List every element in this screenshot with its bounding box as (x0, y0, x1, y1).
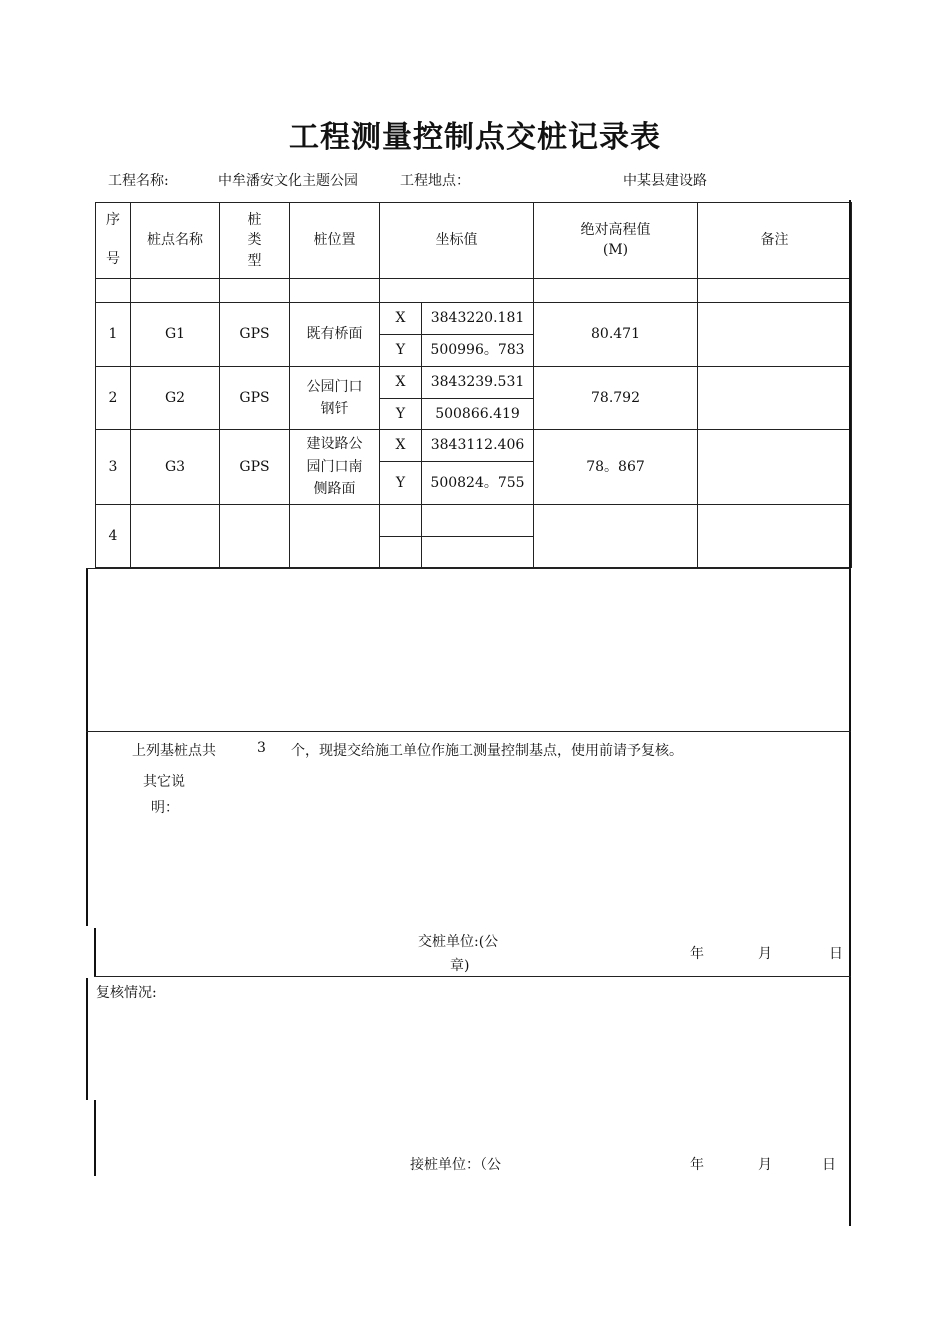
row-y-label: Y (380, 335, 422, 367)
row-x-label: X (380, 303, 422, 335)
row-y-label (380, 537, 422, 568)
divider-line (86, 731, 851, 732)
review-label: 复核情况: (96, 985, 157, 1001)
summary-count: 3 (257, 740, 266, 756)
row-x-value: 3843239.531 (422, 367, 534, 399)
left-border-upper (86, 568, 88, 926)
row-pile-name (131, 505, 220, 568)
row-pile-name: G3 (131, 430, 220, 505)
row-y-value: 500996。783 (422, 335, 534, 367)
other-notes-label: 其它说 (143, 774, 185, 790)
row-elevation: 80.471 (534, 303, 698, 367)
row-remark (698, 367, 852, 430)
row-remark (698, 303, 852, 367)
row-pile-position: 公园门口 钢钎 (290, 367, 380, 430)
other-notes-label-cont: 明： (151, 800, 179, 816)
header-pile-type: 桩 类 型 (220, 203, 290, 279)
table-header-row (96, 203, 852, 279)
handover-day: 日 (829, 946, 843, 962)
project-location-value: 中某县建设路 (623, 173, 707, 189)
header-coordinate: 坐标值 (380, 203, 534, 279)
row-elevation: 78。867 (534, 430, 698, 505)
row-y-value: 500824。755 (422, 462, 534, 505)
header-seq: 序 号 (96, 203, 131, 279)
row-pile-name: G2 (131, 367, 220, 430)
row-seq: 1 (96, 303, 131, 367)
row-seq: 3 (96, 430, 131, 505)
receiver-month: 月 (758, 1157, 772, 1173)
header-pile-name: 桩点名称 (131, 203, 220, 279)
row-pile-position: 既有桥面 (290, 303, 380, 367)
divider-line (94, 976, 851, 977)
row-seq: 4 (96, 505, 131, 568)
spacer-row (96, 279, 852, 303)
receiver-unit-label: 接桩单位：（公 (410, 1157, 501, 1173)
row-pile-type: GPS (220, 430, 290, 505)
receiver-day: 日 (822, 1157, 836, 1173)
table-row (96, 303, 852, 335)
row-x-value: 3843112.406 (422, 430, 534, 462)
row-pile-type: GPS (220, 367, 290, 430)
pile-table (95, 202, 852, 568)
table-row (96, 505, 852, 537)
row-remark (698, 430, 852, 505)
row-pile-type (220, 505, 290, 568)
table-row (96, 367, 852, 399)
row-elevation: 78.792 (534, 367, 698, 430)
row-elevation (534, 505, 698, 568)
row-x-value: 3843220.181 (422, 303, 534, 335)
header-pile-position: 桩位置 (290, 203, 380, 279)
left-border-receiver (94, 1100, 96, 1176)
project-name-label: 工程名称: (108, 173, 169, 189)
row-y-label: Y (380, 462, 422, 505)
row-pile-type: GPS (220, 303, 290, 367)
page-title: 工程测量控制点交桩记录表 (289, 120, 661, 155)
row-pile-name: G1 (131, 303, 220, 367)
handover-unit-label-cont: 章) (450, 958, 470, 974)
row-x-label: X (380, 367, 422, 399)
row-y-label: Y (380, 399, 422, 430)
row-pile-position: 建设路公 园门口南 侧路面 (290, 430, 380, 505)
row-seq: 2 (96, 367, 131, 430)
left-border-review (86, 978, 88, 1100)
handover-year: 年 (690, 946, 704, 962)
summary-prefix: 上列基桩点共 (132, 743, 216, 759)
row-x-label (380, 505, 422, 537)
header-elevation: 绝对高程值 (M) (534, 203, 698, 279)
handover-month: 月 (758, 946, 772, 962)
row-y-value (422, 537, 534, 568)
summary-suffix: 个，现提交给施工单位作施工测量控制基点，使用前请予复核。 (291, 743, 683, 759)
table-row (96, 430, 852, 462)
divider-line (86, 568, 851, 569)
row-pile-position (290, 505, 380, 568)
row-y-value: 500866.419 (422, 399, 534, 430)
receiver-year: 年 (690, 1157, 704, 1173)
header-remark: 备注 (698, 203, 852, 279)
row-x-label: X (380, 430, 422, 462)
project-location-label: 工程地点： (400, 173, 470, 189)
right-border (849, 200, 851, 1226)
left-border-handover (94, 928, 96, 976)
row-x-value (422, 505, 534, 537)
row-remark (698, 505, 852, 568)
project-name-value: 中牟潘安文化主题公园 (218, 173, 358, 189)
handover-unit-label: 交桩单位:(公 (418, 934, 499, 950)
